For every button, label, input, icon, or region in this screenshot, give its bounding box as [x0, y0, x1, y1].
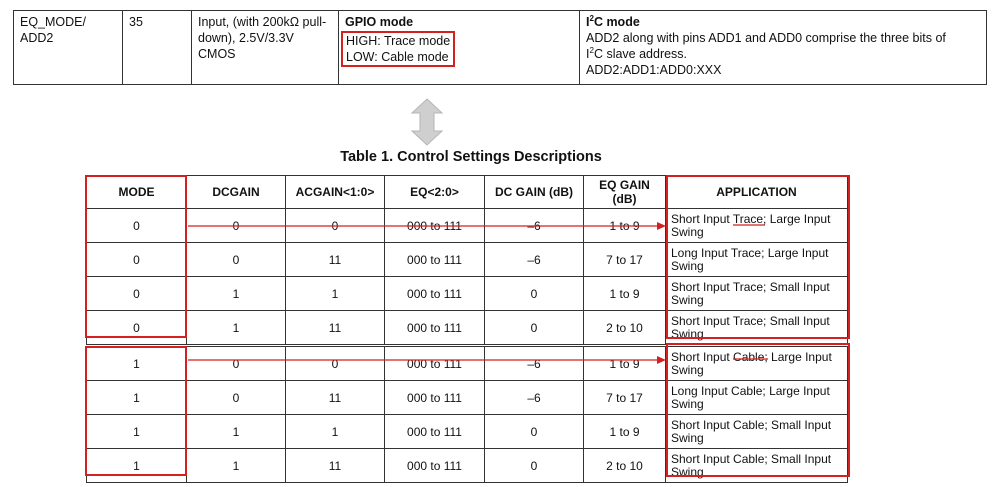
- col-header-dc-gain-db: DC GAIN (dB): [485, 176, 584, 209]
- cell-eq: 000 to 111: [385, 209, 485, 243]
- table-row: [87, 209, 848, 243]
- table-row: [87, 449, 848, 483]
- control-settings-table: [86, 175, 848, 483]
- cell-eq-gain-db: 1 to 9: [584, 209, 666, 243]
- table-row: [87, 415, 848, 449]
- cell-eq-gain-db: 1 to 9: [584, 415, 666, 449]
- gpio-low-text: LOW: Cable mode: [346, 50, 449, 64]
- cell-acgain: 11: [286, 381, 385, 415]
- cell-acgain: 11: [286, 243, 385, 277]
- cell-dc-gain-db: –6: [485, 243, 584, 277]
- cell-dcgain: 0: [187, 381, 286, 415]
- cell-application: Short Input Cable; Large Input Swing: [666, 347, 848, 381]
- cell-mode: 0: [87, 277, 187, 311]
- cell-eq: 000 to 111: [385, 311, 485, 345]
- cell-dc-gain-db: –6: [485, 209, 584, 243]
- pin-type: Input, (with 200kΩ pull-down), 2.5V/3.3V CMOS: [198, 15, 327, 61]
- pin-number-cell: [123, 11, 192, 85]
- table-header-row: [87, 176, 848, 209]
- cell-dc-gain-db: –6: [485, 347, 584, 381]
- table-row: [87, 381, 848, 415]
- pin-name-cell: [14, 11, 123, 85]
- table-row: [87, 243, 848, 277]
- cell-mode: 1: [87, 449, 187, 483]
- gpio-mode-heading: GPIO mode: [345, 15, 414, 29]
- cell-eq: 000 to 111: [385, 277, 485, 311]
- cell-mode: 1: [87, 347, 187, 381]
- cell-dcgain: 1: [187, 449, 286, 483]
- pin-number: 35: [129, 15, 143, 29]
- cell-dc-gain-db: 0: [485, 415, 584, 449]
- cell-application: Short Input Cable; Small Input Swing: [666, 449, 848, 483]
- cell-eq-gain-db: 2 to 10: [584, 449, 666, 483]
- col-header-application: APPLICATION: [666, 176, 848, 209]
- cell-acgain: 0: [286, 347, 385, 381]
- cell-eq: 000 to 111: [385, 347, 485, 381]
- i2c-mode-heading: $I^2C$ mode: [586, 14, 640, 29]
- cell-mode: 0: [87, 209, 187, 243]
- cell-application: Short Input Trace; Small Input Swing: [666, 277, 848, 311]
- pin-description-table: [13, 10, 987, 85]
- cell-eq-gain-db: 7 to 17: [584, 243, 666, 277]
- cell-mode: 1: [87, 415, 187, 449]
- cell-eq-gain-db: 2 to 10: [584, 311, 666, 345]
- i2c-desc-line-2: $I^2C$ slave address.: [586, 46, 688, 61]
- pin-name: EQ_MODE/ ADD2: [20, 15, 86, 45]
- col-header-mode: MODE: [87, 176, 187, 209]
- pin-row: [14, 11, 987, 85]
- cell-mode: 0: [87, 243, 187, 277]
- cell-eq: 000 to 111: [385, 415, 485, 449]
- col-header-eq: EQ<2:0>: [385, 176, 485, 209]
- cell-dcgain: 0: [187, 209, 286, 243]
- i2c-desc-line-1: ADD2 along with pins ADD1 and ADD0 comprise the three bits of: [586, 31, 946, 45]
- cell-application: Short Input Cable; Small Input Swing: [666, 415, 848, 449]
- cell-mode: 0: [87, 311, 187, 345]
- cell-dcgain: 1: [187, 277, 286, 311]
- cell-dcgain: 0: [187, 347, 286, 381]
- gpio-mode-annotation-box: [341, 31, 455, 67]
- cell-acgain: 0: [286, 209, 385, 243]
- cell-application: Long Input Trace; Large Input Swing: [666, 243, 848, 277]
- cell-eq-gain-db: 1 to 9: [584, 347, 666, 381]
- cell-dcgain: 1: [187, 415, 286, 449]
- table-row: [87, 347, 848, 381]
- cell-dcgain: 1: [187, 311, 286, 345]
- updown-arrow-icon: [407, 98, 447, 146]
- cell-acgain: 11: [286, 449, 385, 483]
- table-row: [87, 277, 848, 311]
- i2c-desc-line-3: ADD2:ADD1:ADD0:XXX: [586, 63, 722, 77]
- cell-application: Short Input Trace; Large Input Swing: [666, 209, 848, 243]
- cell-dc-gain-db: 0: [485, 449, 584, 483]
- cell-acgain: 1: [286, 277, 385, 311]
- cell-eq: 000 to 111: [385, 243, 485, 277]
- cell-dc-gain-db: 0: [485, 311, 584, 345]
- cell-eq: 000 to 111: [385, 449, 485, 483]
- col-header-dcgain: DCGAIN: [187, 176, 286, 209]
- cell-eq-gain-db: 7 to 17: [584, 381, 666, 415]
- i2c-mode-cell: [580, 11, 987, 85]
- table-row: [87, 311, 848, 345]
- gpio-mode-cell: [339, 11, 580, 85]
- table-title: Table 1. Control Settings Descriptions: [340, 149, 602, 165]
- col-header-acgain: ACGAIN<1:0>: [286, 176, 385, 209]
- cell-eq-gain-db: 1 to 9: [584, 277, 666, 311]
- cell-dc-gain-db: 0: [485, 277, 584, 311]
- gpio-high-text: HIGH: Trace mode: [346, 34, 451, 48]
- col-header-eq-gain-db: EQ GAIN (dB): [584, 176, 666, 209]
- cell-application: Short Input Trace; Small Input Swing: [666, 311, 848, 345]
- cell-mode: 1: [87, 381, 187, 415]
- cell-application: Long Input Cable; Large Input Swing: [666, 381, 848, 415]
- cell-dc-gain-db: –6: [485, 381, 584, 415]
- pin-type-cell: [192, 11, 339, 85]
- cell-dcgain: 0: [187, 243, 286, 277]
- cell-acgain: 1: [286, 415, 385, 449]
- cell-acgain: 11: [286, 311, 385, 345]
- cell-eq: 000 to 111: [385, 381, 485, 415]
